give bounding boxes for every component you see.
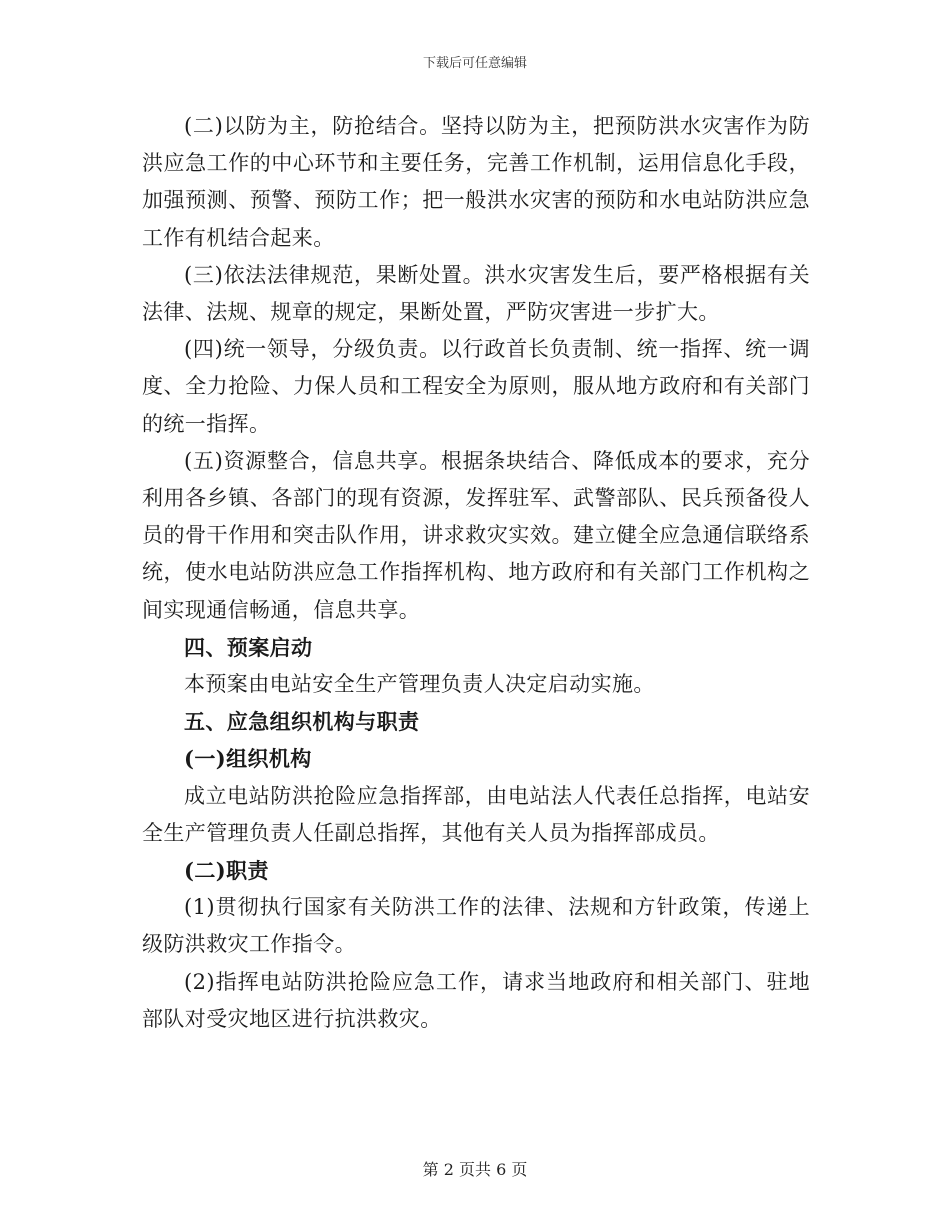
page-header: 下载后可任意编辑 [422, 56, 527, 71]
paragraph-principle-4: (四)统一领导，分级负责。以行政首长负责制、统一指挥、统一调度、全力抢险、力保人员和工程安全为原则，服从地方政府和有关部门的统一指挥。 [142, 337, 810, 436]
page-footer: 第 2 页共 6 页 [422, 1160, 528, 1179]
paragraph-plan-activation: 本预案由电站安全生产管理负责人决定启动实施。 [184, 672, 655, 697]
paragraph-principle-5: (五)资源整合，信息共享。根据条块结合、降低成本的要求，充分利用各乡镇、各部门的现有资源，发挥驻军、武警部队、民兵预备役人员的骨干作用和突击队作用，讲求救灾实效。建立健全应急通信联络系统，使水电站防洪应急工作指挥机构、地方政府和有关部门工作机构之间实现通信畅通，信息共享。 [142, 448, 810, 622]
paragraph-organization: 成立电站防洪抢险应急指挥部，由电站法人代表任总指挥，电站安全生产管理负责人任副总指挥，其他有关人员为指挥部成员。 [142, 783, 810, 845]
paragraph-principle-2: (二)以防为主，防抢结合。坚持以防为主，把预防洪水灾害作为防洪应急工作的中心环节和主要任务，完善工作机制，运用信息化手段，加强预测、预警、预防工作；把一般洪水灾害的预防和水电站防洪应急工作有机结合起来。 [142, 114, 810, 250]
subsection-heading-organization: (一)组织机构 [184, 746, 312, 772]
subsection-heading-duties: (二)职责 [184, 858, 269, 884]
paragraph-duty-2: (2)指挥电站防洪抢险应急工作，请求当地政府和相关部门、驻地部队对受灾地区进行抗洪救灾。 [142, 969, 810, 1031]
document-body [142, 108, 810, 1038]
paragraph-duty-1: (1)贯彻执行国家有关防洪工作的法律、法规和方针政策，传递上级防洪救灾工作指令。 [142, 895, 810, 957]
paragraph-principle-3: (三)依法法律规范，果断处置。洪水灾害发生后，要严格根据有关法律、法规、规章的规定，果断处置，严防灾害进一步扩大。 [142, 262, 810, 325]
section-heading-plan-activation: 四、预案启动 [184, 634, 313, 660]
section-heading-organization-duties: 五、应急组织机构与职责 [184, 709, 420, 735]
